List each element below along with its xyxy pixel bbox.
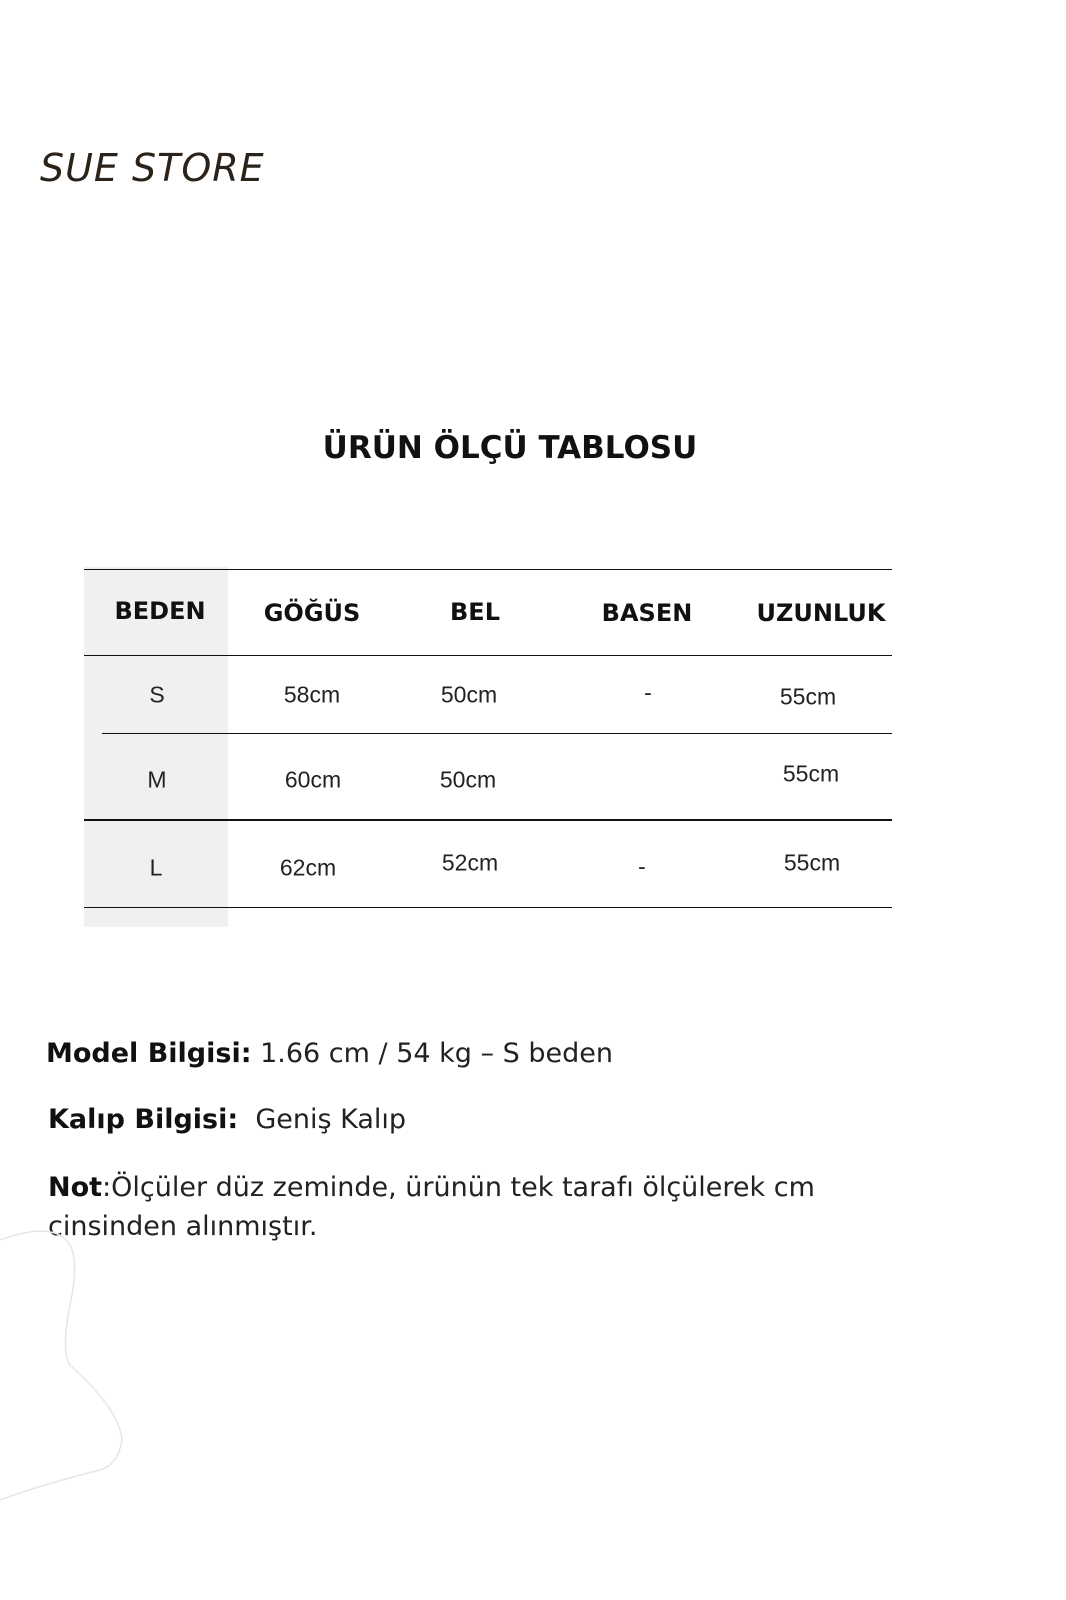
note-text-line2: cinsinden alınmıştır.: [48, 1211, 318, 1242]
header-bel: BEL: [450, 598, 500, 626]
cell-bel-l: 52cm: [441, 849, 499, 876]
cell-size-m: M: [147, 766, 167, 793]
row-rule-m: [84, 819, 892, 821]
kalip-info-label: Kalıp Bilgisi:: [48, 1104, 239, 1135]
header-basen: BASEN: [601, 599, 693, 627]
kalip-info-value: Geniş Kalıp: [255, 1104, 407, 1135]
header-gogus: GÖĞÜS: [263, 599, 361, 627]
decorative-outline-shape: [0, 1200, 140, 1500]
note-label: Not: [48, 1172, 103, 1203]
page-title: ÜRÜN ÖLÇÜ TABLOSU: [322, 430, 698, 466]
model-info-value: 1.66 cm / 54 kg – S beden: [260, 1038, 613, 1069]
cell-bel-s: 50cm: [440, 681, 498, 708]
kalip-info: [48, 1104, 406, 1135]
cell-bel-m: 50cm: [439, 766, 497, 793]
row-rule-s: [102, 733, 892, 734]
cell-uzunluk-l: 55cm: [783, 849, 841, 876]
size-table: [84, 567, 892, 927]
cell-basen-l: -: [638, 853, 646, 880]
cell-uzunluk-m: 55cm: [782, 760, 840, 787]
cell-gogus-s: 58cm: [283, 681, 341, 708]
cell-uzunluk-s: 55cm: [779, 683, 837, 710]
note-text-line1: :Ölçüler düz zeminde, ürünün tek tarafı ölçülerek cm: [102, 1172, 815, 1203]
model-info: [46, 1038, 613, 1069]
table-top-rule: [84, 569, 892, 570]
note-info: [48, 1168, 815, 1246]
cell-gogus-l: 62cm: [279, 854, 337, 881]
header-beden: BEDEN: [114, 597, 206, 625]
cell-basen-s: -: [644, 679, 652, 706]
cell-gogus-m: 60cm: [284, 766, 342, 793]
header-uzunluk: UZUNLUK: [756, 599, 886, 627]
header-rule: [84, 655, 892, 656]
table-bottom-rule: [84, 907, 892, 908]
cell-size-l: L: [149, 854, 163, 881]
model-info-label: Model Bilgisi:: [46, 1038, 252, 1069]
brand-name: SUE STORE: [40, 146, 265, 190]
cell-size-s: S: [149, 681, 165, 708]
